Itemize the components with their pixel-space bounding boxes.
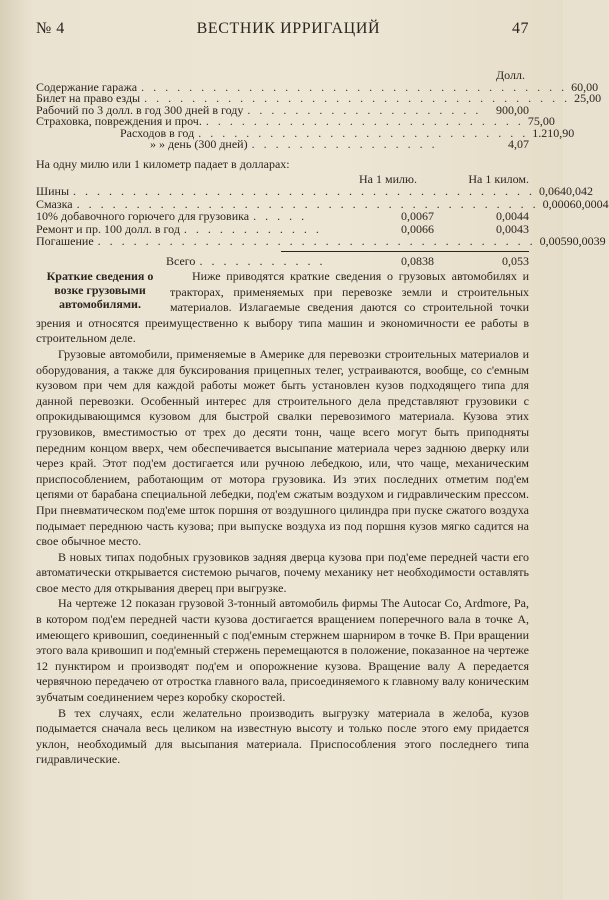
per-mile-col-head: На 1 милю.	[359, 171, 417, 186]
per-mile-row	[36, 184, 594, 198]
paragraph: На чертеже 12 показан грузовой 3-тонный автомобиль фирмы The Autocar Co, Ardmore, Pa, в котором под'ем передней части кузова достигается вращением поперечного вала в точке А, имеющего кривошип, соединенный с под'емным стержнем шарниром в точке В. При вращении этого вала кривошип и под'емный стержень перемещаются в положение, показанное на чертеже 12 пунктиром и производят под'ем и опорожнение кузова. Вращение валу А передается червячною передачею от отростка главного вала, присоединяемого к главному валу коническим зубчатым соединением через коробку скоростей.	[36, 596, 529, 705]
per-mile-intro: На одну милю или 1 километр падает в долларах:	[36, 156, 290, 171]
sum-rule	[281, 251, 529, 252]
paragraph: Грузовые автомобили, применяемые в Америке для перевозки строительных материалов и оборудования, а также для буксирования прицепных телег, устраиваются, вообще, со с'емным кузовом при чем для каждой работы может быть установлен кузов подходящего типа для данной перевозки. Особенный интерес для строительного дела представляют грузовики с опрокидывающимся кузовом для быстрой свалки перевозимого материала. Кузова этих грузовиков, вместимостью от трех до десяти тонн, чаще всего могут быть приподняты передним концом вверх, чем обеспечивается высыпание материала через заднюю дверку или через край. Этот под'ем достигается или ручною лебедкою, или, что чаще, механическим приспособлением, работающим от мотора грузовика. Из этих последних отметим под'ем цепями от барабана специальной лебедки, под'ем сжатым воздухом и гидравлическим прессом. При пневматическом под'еме шток поршня от воздушного цилиндра при пуске сжатого воздуха подымает переднюю часть кузова; при выпуске воздуха из под поршня кузов мягко садится на свое обычное место.	[36, 346, 529, 549]
cost-value: 4,07	[508, 137, 529, 151]
per-km-col-head: На 1 килом.	[468, 171, 529, 186]
cost-label: Рабочий по 3 долл. в год 300 дней в году	[36, 102, 244, 117]
paragraph: В тех случаях, если желательно производить выгрузку материала в желоба, кузов подымается сначала весь целиком на известную высоту и только после этого ему придается уклон, необходимый для высыпания материала. Приспособления этого последнего типа гидравлические.	[36, 705, 529, 767]
per-km-value: 0,0043	[496, 221, 529, 236]
cost-label: Билет на право езды	[36, 91, 141, 105]
per-km-value: 0,0039	[572, 234, 606, 248]
page-header	[36, 20, 529, 48]
cost-value: 75,00	[527, 114, 555, 128]
section-side-heading: Краткие сведения о возке грузовыми автомобилями.	[46, 269, 154, 311]
paragraph: В новых типах подобных грузовиков задняя дверца кузова при под'еме передней части его автоматически открывается системою рычагов, почему механику нет необходимости оставлять свое место для открывания дверец при выгрузке.	[36, 549, 529, 595]
per-km-value: 0,0044	[496, 209, 529, 223]
dot-leader: . . . . . . . . . . . . . . . . . . . .	[247, 102, 482, 117]
dot-leader: . . . . . . . . . . .	[199, 253, 326, 268]
cost-label: Содержание гаража	[36, 79, 138, 94]
total-label: Всего	[166, 253, 196, 268]
dot-leader: . . . . .	[253, 209, 308, 223]
item-label: Шины	[36, 184, 70, 198]
total-row	[36, 255, 529, 268]
per-mile-value: 0,0066	[401, 221, 434, 236]
currency-column-head: Долл.	[495, 68, 525, 82]
journal-title: ВЕСТНИК ИРРИГАЦИЙ	[196, 20, 381, 37]
cost-value: 25,00	[574, 91, 602, 105]
article-section	[36, 269, 529, 768]
cost-value: 1.210,90	[532, 125, 575, 140]
cost-label: Расходов в год	[120, 125, 195, 140]
dot-leader: . . . . . . . . . . . . . . . . . . . . . . . . . . .	[205, 114, 524, 128]
cost-row	[36, 139, 529, 151]
per-mile-row	[36, 210, 529, 223]
dot-leader: . . . . . . . . . . . . . . . .	[251, 137, 438, 151]
cost-value: 900,00	[496, 102, 529, 117]
dot-leader: . . . . . . . . . . . .	[183, 221, 322, 236]
cost-label: » » день (300 дней)	[150, 137, 248, 151]
item-label: 10% добавочного горючего для грузовика	[36, 209, 250, 223]
per-mile-value: 0,0067	[401, 209, 434, 223]
paragraph: Ниже приводятся краткие сведения о грузовых автомобилях и тракторах, применяемых при перевозке земли и строительных материалов. Излагаемые сведения даются со строительной точки зрения и относятся преимущественно к выбору типа машин и экономичности ее работы в строительном деле.	[36, 269, 529, 346]
per-km-value: 0,042	[566, 184, 594, 198]
annual-costs-table	[36, 68, 602, 151]
cost-label: Страховка, повреждения и проч.	[36, 114, 202, 128]
per-mile-value: 0,0059	[539, 234, 573, 248]
total-per-mile: 0,0838	[401, 253, 434, 268]
dot-leader: . . . . . . . . . . . . . . . . . . . . . . . . . . . . . . . . . . . . . . .	[76, 196, 539, 211]
issue-number: № 4	[36, 20, 65, 37]
page-number: 47	[512, 20, 529, 37]
per-mile-value: 0,0006	[542, 196, 576, 211]
dot-leader: . . . . . . . . . . . . . . . . . . . . . . . . . . . . . . . . . . . .	[144, 91, 571, 105]
item-label: Ремонт и пр. 100 долл. в год	[36, 221, 180, 236]
per-km-value: 0,0004	[575, 196, 609, 211]
per-mile-value: 0,064	[539, 184, 567, 198]
item-label: Смазка	[36, 196, 73, 211]
total-per-km: 0,053	[502, 253, 529, 268]
dot-leader: . . . . . . . . . . . . . . . . . . . . . . . . . . . . . . . . . . . .	[141, 79, 568, 94]
per-mile-table	[36, 171, 609, 268]
dot-leader: . . . . . . . . . . . . . . . . . . . . . . . . . . . . . . . . . . . . .	[97, 234, 536, 248]
item-label: Погашение	[36, 234, 94, 248]
cost-value: 60,00	[571, 79, 599, 94]
dot-leader: . . . . . . . . . . . . . . . . . . . . . . . . . . . .	[198, 125, 529, 140]
dot-leader: . . . . . . . . . . . . . . . . . . . . . . . . . . . . . . . . . . . . . . .	[73, 184, 536, 198]
per-mile-row	[36, 234, 606, 248]
